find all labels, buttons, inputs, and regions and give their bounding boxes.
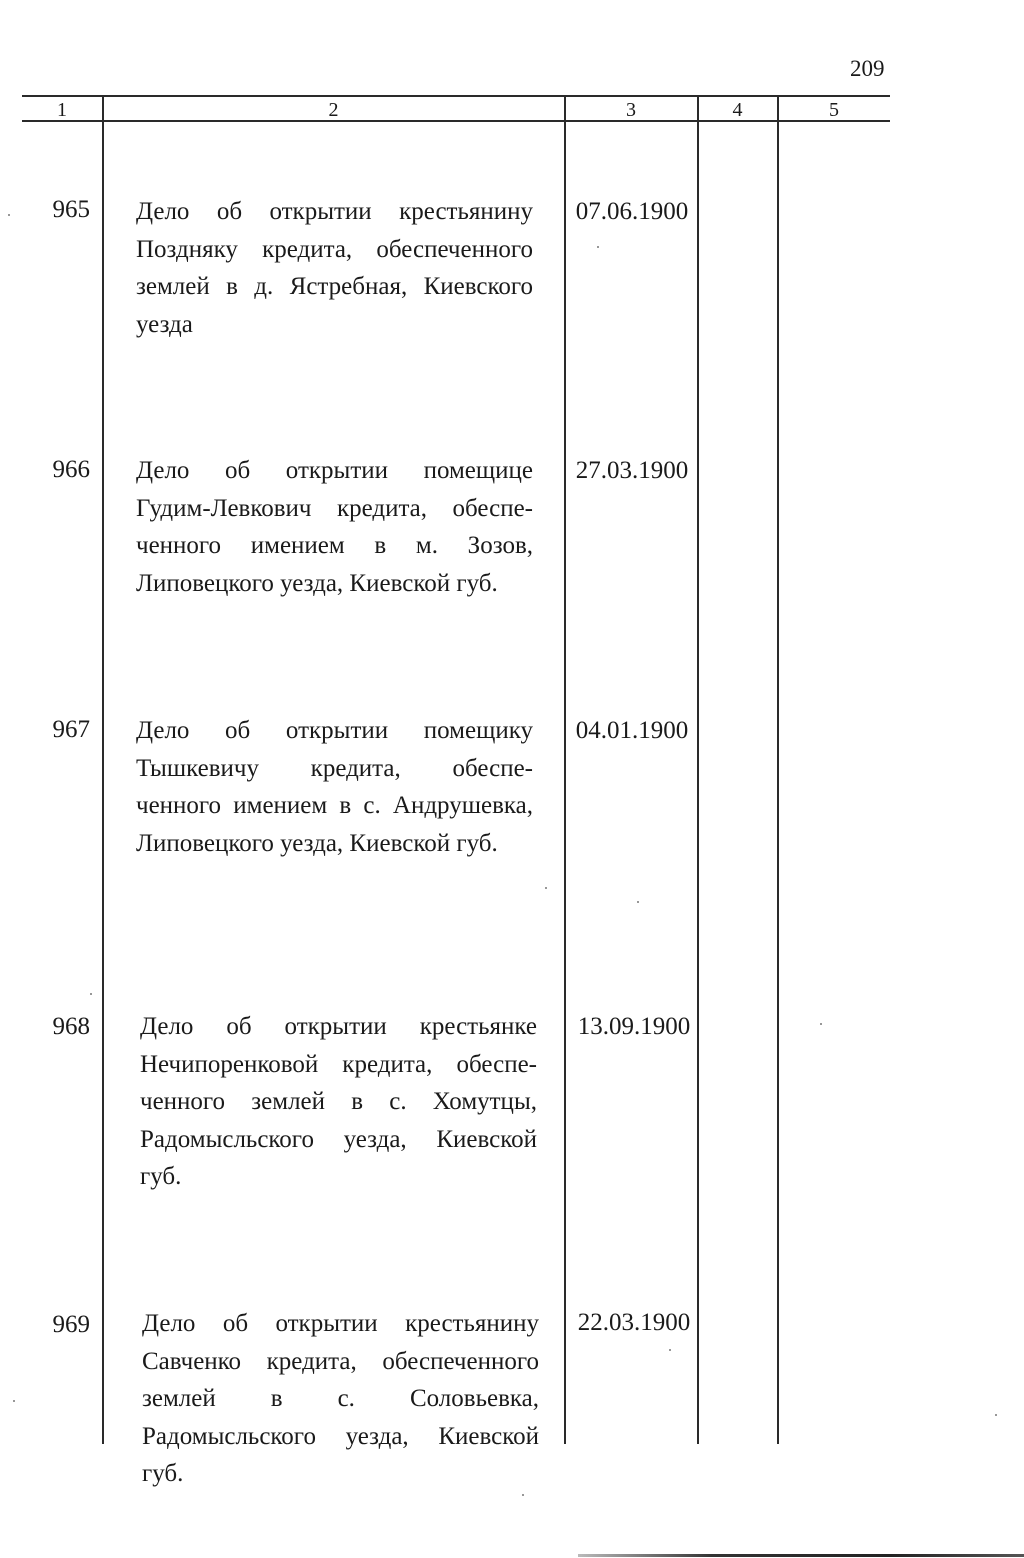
row-number: 965 bbox=[52, 196, 90, 223]
description-line: землей в д. Ястребная, Киевского bbox=[136, 273, 533, 300]
row-description bbox=[136, 712, 533, 862]
column-header-4: 4 bbox=[732, 99, 743, 121]
scan-speck bbox=[545, 887, 547, 889]
row-number: 969 bbox=[52, 1311, 90, 1338]
description-line: ченного имением в с. Андрушевка, bbox=[136, 792, 533, 819]
description-line: Дело об открытии крестьянке bbox=[140, 1013, 537, 1040]
description-line: Дело об открытии крестьянину bbox=[136, 198, 533, 225]
description-line: губ. bbox=[140, 1163, 182, 1190]
column-divider-3 bbox=[697, 96, 699, 1444]
description-line: Липовецкого уезда, Киевской губ. bbox=[136, 569, 498, 597]
row-date: 04.01.1900 bbox=[575, 717, 689, 744]
column-header-date: 3 bbox=[626, 99, 636, 121]
column-header-5: 5 bbox=[829, 99, 839, 121]
description-line: Дело об открытии помещице bbox=[136, 457, 533, 484]
description-line: землей в с. Соловьевка, bbox=[142, 1385, 539, 1412]
scan-speck bbox=[13, 1400, 15, 1402]
scan-speck bbox=[637, 901, 639, 903]
scan-speck bbox=[995, 1414, 997, 1416]
row-description bbox=[140, 1008, 537, 1196]
column-divider-2 bbox=[564, 96, 566, 1444]
scan-speck bbox=[522, 1494, 524, 1496]
description-line: Дело об открытии помещику bbox=[136, 717, 533, 744]
description-line: ченного имением в м. Зозов, bbox=[136, 532, 533, 559]
row-description bbox=[142, 1305, 539, 1493]
column-header-description: 2 bbox=[328, 99, 339, 121]
scan-speck bbox=[90, 993, 92, 995]
description-line: губ. bbox=[142, 1460, 184, 1487]
row-date: 07.06.1900 bbox=[575, 198, 689, 225]
scan-speck bbox=[820, 1023, 822, 1025]
row-number: 967 bbox=[52, 716, 90, 743]
scan-speck bbox=[597, 246, 599, 248]
description-line: Гудим-Левкович кредита, обеспе- bbox=[136, 494, 533, 522]
scan-speck bbox=[669, 1349, 671, 1351]
row-number: 968 bbox=[52, 1013, 90, 1040]
row-date: 22.03.1900 bbox=[577, 1309, 691, 1336]
row-date: 27.03.1900 bbox=[575, 457, 689, 484]
description-line: Тышкевичу кредита, обеспе- bbox=[136, 754, 533, 782]
description-line: Дело об открытии крестьянину bbox=[142, 1310, 539, 1337]
description-line: Липовецкого уезда, Киевской губ. bbox=[136, 829, 498, 857]
row-description bbox=[136, 193, 533, 343]
table-top-rule bbox=[22, 95, 890, 97]
column-divider-4 bbox=[777, 96, 779, 1444]
description-line: Поздняку кредита, обеспеченного bbox=[136, 235, 533, 263]
description-line: Радомысльского уезда, Киевской bbox=[140, 1125, 537, 1153]
scan-speck bbox=[8, 214, 10, 216]
description-line: Савченко кредита, обеспеченного bbox=[142, 1347, 539, 1375]
scan-bottom-edge bbox=[578, 1554, 1024, 1557]
description-line: Нечипоренковой кредита, обеспе- bbox=[140, 1050, 537, 1078]
row-description bbox=[136, 452, 533, 602]
column-header-number: 1 bbox=[57, 99, 67, 121]
description-line: ченного землей в с. Хомутцы, bbox=[140, 1088, 537, 1115]
description-line: уезда bbox=[136, 310, 193, 338]
description-line: Радомысльского уезда, Киевской bbox=[142, 1422, 539, 1450]
column-divider-1 bbox=[102, 96, 104, 1444]
row-date: 13.09.1900 bbox=[577, 1013, 691, 1040]
page-number: 209 bbox=[850, 56, 885, 81]
row-number: 966 bbox=[52, 456, 90, 483]
